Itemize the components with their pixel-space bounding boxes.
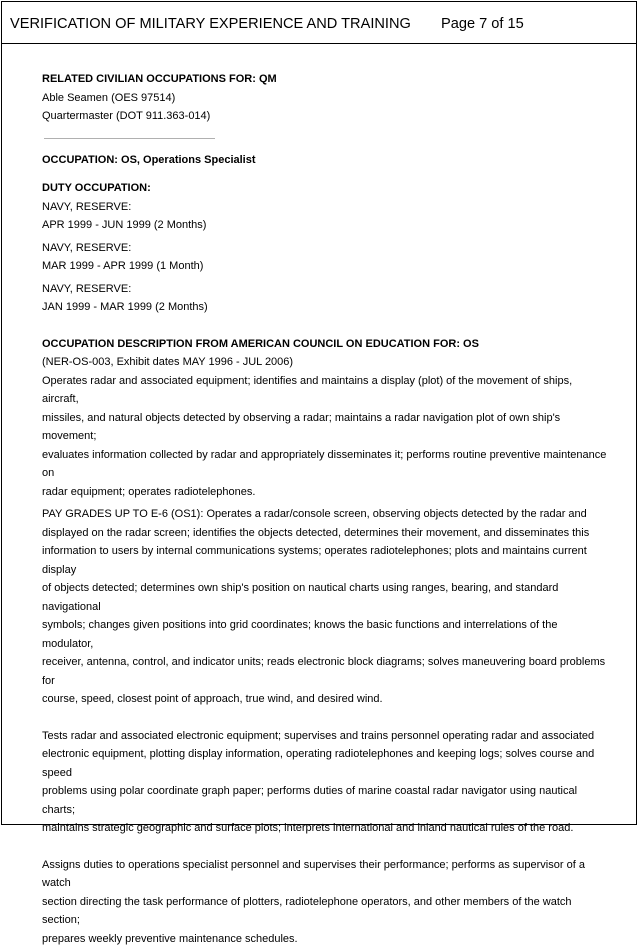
- page-number: Page 7 of 15: [441, 16, 524, 32]
- related-occupation-item: Able Seamen (OES 97514): [42, 89, 610, 108]
- document-page: [1, 1, 637, 825]
- description-summary: [42, 372, 610, 502]
- tests-paragraph: [42, 727, 610, 838]
- document-body: [42, 70, 610, 948]
- duty-dates: APR 1999 - JUN 1999 (2 Months): [42, 216, 610, 235]
- document-title: VERIFICATION OF MILITARY EXPERIENCE AND TRAINING: [10, 16, 411, 32]
- text-line: missiles, and natural objects detected by observing a radar; maintains a radar navigation plot of own ship's movement;: [42, 409, 610, 446]
- description-heading: OCCUPATION DESCRIPTION FROM AMERICAN COUNCIL ON EDUCATION FOR: OS: [42, 335, 610, 354]
- duty-branch: NAVY, RESERVE:: [42, 280, 610, 299]
- text-line: Tests radar and associated electronic equipment; supervises and trains personnel operating radar and associated: [42, 727, 610, 746]
- text-line: Operates radar and associated equipment; identifies and maintains a display (plot) of the movement of ships, aircraft,: [42, 372, 610, 409]
- text-line: evaluates information collected by radar and appropriately disseminates it; performs routine preventive maintenance on: [42, 446, 610, 483]
- duty-dates: MAR 1999 - APR 1999 (1 Month): [42, 257, 610, 276]
- duty-dates: JAN 1999 - MAR 1999 (2 Months): [42, 298, 610, 317]
- text-line: PAY GRADES UP TO E-6 (OS1): Operates a radar/console screen, observing objects detected by the radar and: [42, 505, 610, 524]
- text-line: prepares weekly preventive maintenance schedules.: [42, 930, 610, 948]
- text-line: information to users by internal communications systems; operates radiotelephones; plots and maintains current display: [42, 542, 610, 579]
- related-occupation-item: Quartermaster (DOT 911.363-014): [42, 107, 610, 126]
- text-line: receiver, antenna, control, and indicator units; reads electronic block diagrams; solves maneuvering board problems for: [42, 653, 610, 690]
- section-divider: [44, 138, 215, 139]
- assigns-paragraph: [42, 856, 610, 948]
- text-line: Assigns duties to operations specialist personnel and supervises their performance; performs as supervisor of a watch: [42, 856, 610, 893]
- related-occupations-heading: RELATED CIVILIAN OCCUPATIONS FOR: QM: [42, 70, 610, 89]
- duty-branch: NAVY, RESERVE:: [42, 198, 610, 217]
- text-line: problems using polar coordinate graph paper; performs duties of marine coastal radar navigator using nautical charts;: [42, 782, 610, 819]
- text-line: displayed on the radar screen; identifies the objects detected, determines their movement, and disseminates this: [42, 524, 610, 543]
- text-line: section directing the task performance of plotters, radiotelephone operators, and other members of the watch section;: [42, 893, 610, 930]
- pay-grade-paragraph: [42, 505, 610, 709]
- text-line: maintains strategic geographic and surface plots; interprets international and inland nautical rules of the road.: [42, 819, 610, 838]
- duty-branch: NAVY, RESERVE:: [42, 239, 610, 258]
- text-line: of objects detected; determines own ship's position on nautical charts using ranges, bearing, and standard navigational: [42, 579, 610, 616]
- occupation-heading: OCCUPATION: OS, Operations Specialist: [42, 151, 610, 170]
- text-line: symbols; changes given positions into grid coordinates; knows the basic functions and interrelations of the modulator,: [42, 616, 610, 653]
- text-line: course, speed, closest point of approach, true wind, and desired wind.: [42, 690, 610, 709]
- page-header: [2, 2, 636, 44]
- text-line: electronic equipment, plotting display information, operating radiotelephones and keeping logs; solves course and speed: [42, 745, 610, 782]
- description-reference: (NER-OS-003, Exhibit dates MAY 1996 - JUL 2006): [42, 353, 610, 372]
- text-line: radar equipment; operates radiotelephones.: [42, 483, 610, 502]
- duty-occupation-heading: DUTY OCCUPATION:: [42, 179, 610, 198]
